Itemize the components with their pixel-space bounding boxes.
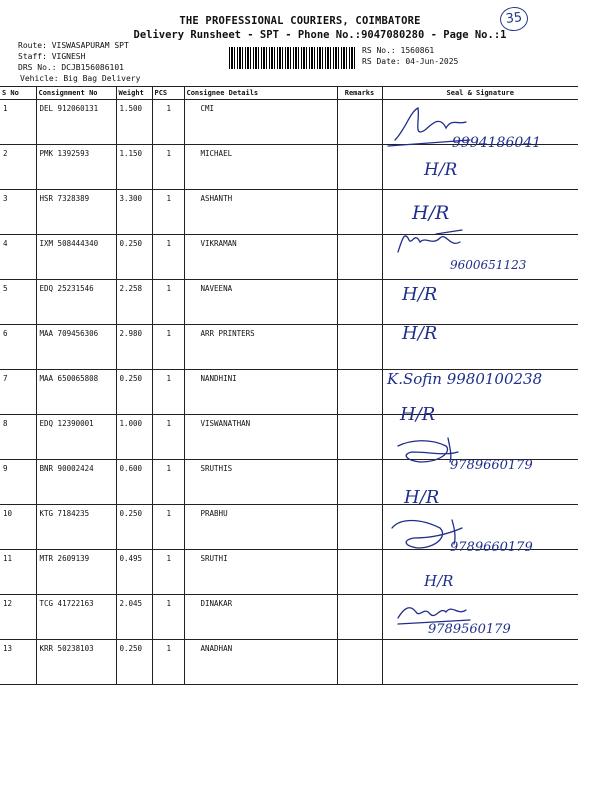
rs-date: RS Date: 04-Jun-2025	[362, 57, 459, 66]
cell-pcs: 1	[152, 640, 184, 685]
col-header-weight: Weight	[116, 87, 152, 100]
cell-consignee: SRUTHI	[184, 550, 337, 595]
cell-consignee: PRABHU	[184, 505, 337, 550]
vehicle-label: Vehicle: Big Bag Delivery	[20, 74, 141, 83]
runsheet-subtitle: Delivery Runsheet - SPT - Phone No.:9047080280 - Page No.:1	[133, 29, 507, 41]
cell-consignment: HSR 7328389	[36, 190, 116, 235]
cell-consignee: NANDHINI	[184, 370, 337, 415]
cell-pcs: 1	[152, 235, 184, 280]
cell-weight: 0.250	[116, 505, 152, 550]
signature-7: K.Sofin 9980100238	[387, 370, 543, 388]
cell-pcs: 1	[152, 325, 184, 370]
cell-consignment: KTG 7184235	[36, 505, 116, 550]
cell-pcs: 1	[152, 595, 184, 640]
cell-consignment: EDQ 12390001	[36, 415, 116, 460]
cell-weight: 1.150	[116, 145, 152, 190]
cell-weight: 1.500	[116, 100, 152, 145]
cell-sno: 3	[0, 190, 36, 235]
cell-consignee: CMI	[184, 100, 337, 145]
cell-sno: 5	[0, 280, 36, 325]
note-hr-6: H/R	[404, 487, 440, 508]
cell-weight: 0.250	[116, 235, 152, 280]
cell-consignment: IXM 508444340	[36, 235, 116, 280]
col-header-pcs: PCS	[152, 87, 184, 100]
col-header-consignee: Consignee Details	[184, 87, 337, 100]
cell-consignee: VISWANATHAN	[184, 415, 337, 460]
note-hr-4: H/R	[402, 323, 438, 344]
cell-consignment: BNR 90002424	[36, 460, 116, 505]
note-hr-5: H/R	[400, 404, 436, 425]
cell-consignment: EDQ 25231546	[36, 280, 116, 325]
signature-13-phone: 9789560179	[428, 622, 511, 637]
cell-consignee: ARR PRINTERS	[184, 325, 337, 370]
cell-weight: 2.045	[116, 595, 152, 640]
col-header-signature: Seal & Signature	[382, 87, 578, 100]
cell-consignee: ASHANTH	[184, 190, 337, 235]
cell-sno: 9	[0, 460, 36, 505]
cell-sno: 8	[0, 415, 36, 460]
cell-pcs: 1	[152, 280, 184, 325]
signature-9-phone: 9789660179	[450, 458, 533, 473]
cell-weight: 0.600	[116, 460, 152, 505]
cell-weight: 0.250	[116, 640, 152, 685]
cell-weight: 0.250	[116, 370, 152, 415]
cell-consignment: TCG 41722163	[36, 595, 116, 640]
cell-sno: 13	[0, 640, 36, 685]
signature-1-phone: 9994186041	[452, 135, 542, 151]
cell-consignee: MICHAEL	[184, 145, 337, 190]
cell-consignee: NAVEENA	[184, 280, 337, 325]
note-hr-1: H/R	[424, 160, 458, 180]
note-hr-3: H/R	[402, 284, 438, 305]
note-hr-2: H/R	[412, 202, 450, 224]
cell-consignment: MAA 650065808	[36, 370, 116, 415]
signature-scribble-4	[398, 230, 462, 252]
cell-weight: 1.000	[116, 415, 152, 460]
cell-sno: 4	[0, 235, 36, 280]
cell-consignment: PMK 1392593	[36, 145, 116, 190]
cell-consignment: MTR 2609139	[36, 550, 116, 595]
cell-sno: 10	[0, 505, 36, 550]
signature-11-phone: 9789660179	[450, 540, 533, 555]
cell-sno: 12	[0, 595, 36, 640]
cell-consignee: DINAKAR	[184, 595, 337, 640]
cell-sno: 7	[0, 370, 36, 415]
cell-sno: 2	[0, 145, 36, 190]
note-hr-7: H/R	[424, 572, 454, 590]
cell-pcs: 1	[152, 100, 184, 145]
cell-sno: 11	[0, 550, 36, 595]
staff-label: Staff: VIGNESH	[18, 52, 86, 61]
signature-4-phone: 9600651123	[450, 258, 527, 272]
cell-pcs: 1	[152, 460, 184, 505]
cell-consignee: VIKRAMAN	[184, 235, 337, 280]
cell-consignee: SRUTHIS	[184, 460, 337, 505]
cell-pcs: 1	[152, 550, 184, 595]
cell-consignee: ANADHAN	[184, 640, 337, 685]
cell-sno: 6	[0, 325, 36, 370]
handwritten-page-number: 35	[499, 6, 529, 33]
rs-number: RS No.: 1560861	[362, 46, 435, 55]
cell-sno: 1	[0, 100, 36, 145]
cell-pcs: 1	[152, 190, 184, 235]
col-header-sno: S No	[0, 87, 36, 100]
drs-number: DRS No.: DCJB156086101	[18, 63, 124, 72]
cell-pcs: 1	[152, 145, 184, 190]
col-header-consignment: Consignment No	[36, 87, 116, 100]
cell-pcs: 1	[152, 370, 184, 415]
cell-consignment: KRR 50238103	[36, 640, 116, 685]
company-title: THE PROFESSIONAL COURIERS, COIMBATORE	[179, 15, 421, 27]
cell-pcs: 1	[152, 415, 184, 460]
cell-weight: 2.258	[116, 280, 152, 325]
route-label: Route: VISWASAPURAM SPT	[18, 41, 129, 50]
cell-weight: 0.495	[116, 550, 152, 595]
signature-scribble-9	[398, 438, 458, 462]
cell-weight: 3.300	[116, 190, 152, 235]
cell-consignment: DEL 912060131	[36, 100, 116, 145]
cell-pcs: 1	[152, 505, 184, 550]
cell-consignment: MAA 709456306	[36, 325, 116, 370]
cell-weight: 2.980	[116, 325, 152, 370]
col-header-remarks: Remarks	[337, 87, 382, 100]
